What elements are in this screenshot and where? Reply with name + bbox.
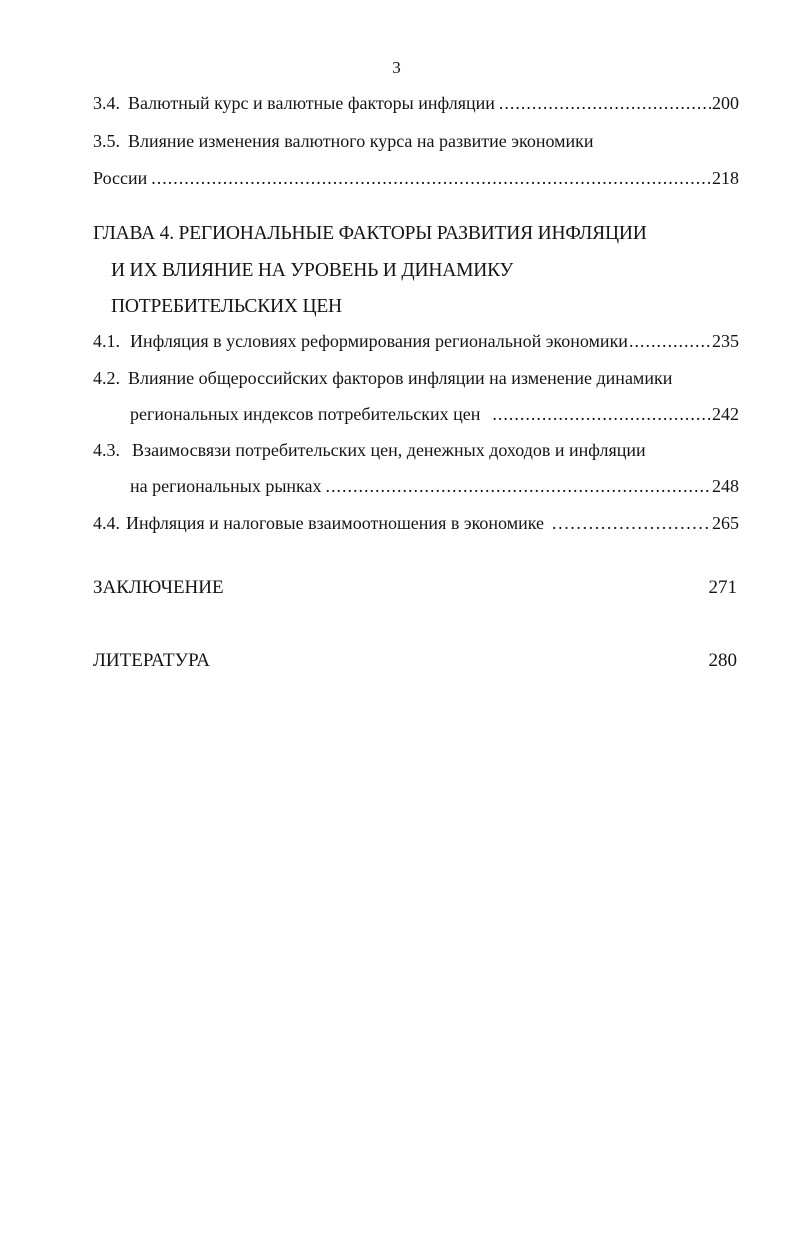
toc-entry-4-4 [93,513,739,534]
toc-entry-title-continued: на региональных рынках [130,476,322,496]
toc-entry-4-2 [93,368,739,389]
toc-entry-page: 271 [708,577,737,598]
toc-entry-conclusion [93,577,737,599]
toc-entry-title: Влияние изменения валютного курса на развитие экономики [128,131,594,151]
toc-entry-page: 280 [708,650,737,671]
toc-entry-number: 4.2. [93,368,120,388]
toc-entry-number: 3.4. [93,93,120,113]
toc-entry-number: 4.1. [93,331,120,351]
toc-entry-4-2-continued [130,404,739,425]
toc-entry-number: 3.5. [93,131,120,151]
toc-entry-title: Влияние общероссийских факторов инфляции на изменение динамики [128,368,673,388]
toc-entry-3-4 [93,93,739,114]
toc-entry-title: Валютный курс и валютные факторы инфляции [128,93,495,113]
dot-leader [151,168,711,189]
toc-entry-title: Инфляция и налоговые взаимоотношения в экономике [126,513,544,533]
toc-entry-page: 242 [712,404,739,424]
toc-entry-page: 265 [712,513,739,533]
toc-entry-title: Взаимосвязи потребительских цен, денежных доходов и инфляции [132,440,646,460]
chapter-heading-line-1: ГЛАВА 4. РЕГИОНАЛЬНЫЕ ФАКТОРЫ РАЗВИТИЯ ИНФЛЯЦИИ [93,223,647,244]
toc-entry-title: ЛИТЕРАТУРА [93,650,210,671]
chapter-heading-line-2: И ИХ ВЛИЯНИЕ НА УРОВЕНЬ И ДИНАМИКУ [111,260,514,281]
dot-leader [492,404,711,425]
toc-entry-number: 4.4. [93,513,120,533]
toc-entry-3-5 [93,131,739,152]
toc-entry-title: Инфляция в условиях реформирования региональной экономики [130,331,628,351]
toc-entry-number: 4.3. [93,440,120,460]
toc-entry-title: ЗАКЛЮЧЕНИЕ [93,577,224,598]
toc-entry-page: 235 [712,331,739,351]
toc-entry-title-continued: России [93,168,148,188]
toc-entry-page: 248 [712,476,739,496]
chapter-heading-line-3: ПОТРЕБИТЕЛЬСКИХ ЦЕН [111,296,342,317]
toc-entry-title-continued: региональных индексов потребительских цен [130,404,481,424]
dot-leader [499,93,711,114]
toc-entry-literature [93,650,737,672]
toc-entry-4-1 [93,331,739,352]
toc-entry-4-3-continued [130,476,739,497]
page-number: 3 [392,58,401,77]
toc-entry-page: 218 [712,168,739,188]
toc-entry-page: 200 [712,93,739,113]
toc-entry-4-3 [93,440,739,461]
dot-leader [552,513,711,534]
dot-leader [326,476,711,497]
dot-leader [629,331,711,352]
toc-entry-3-5-continued [93,168,739,189]
